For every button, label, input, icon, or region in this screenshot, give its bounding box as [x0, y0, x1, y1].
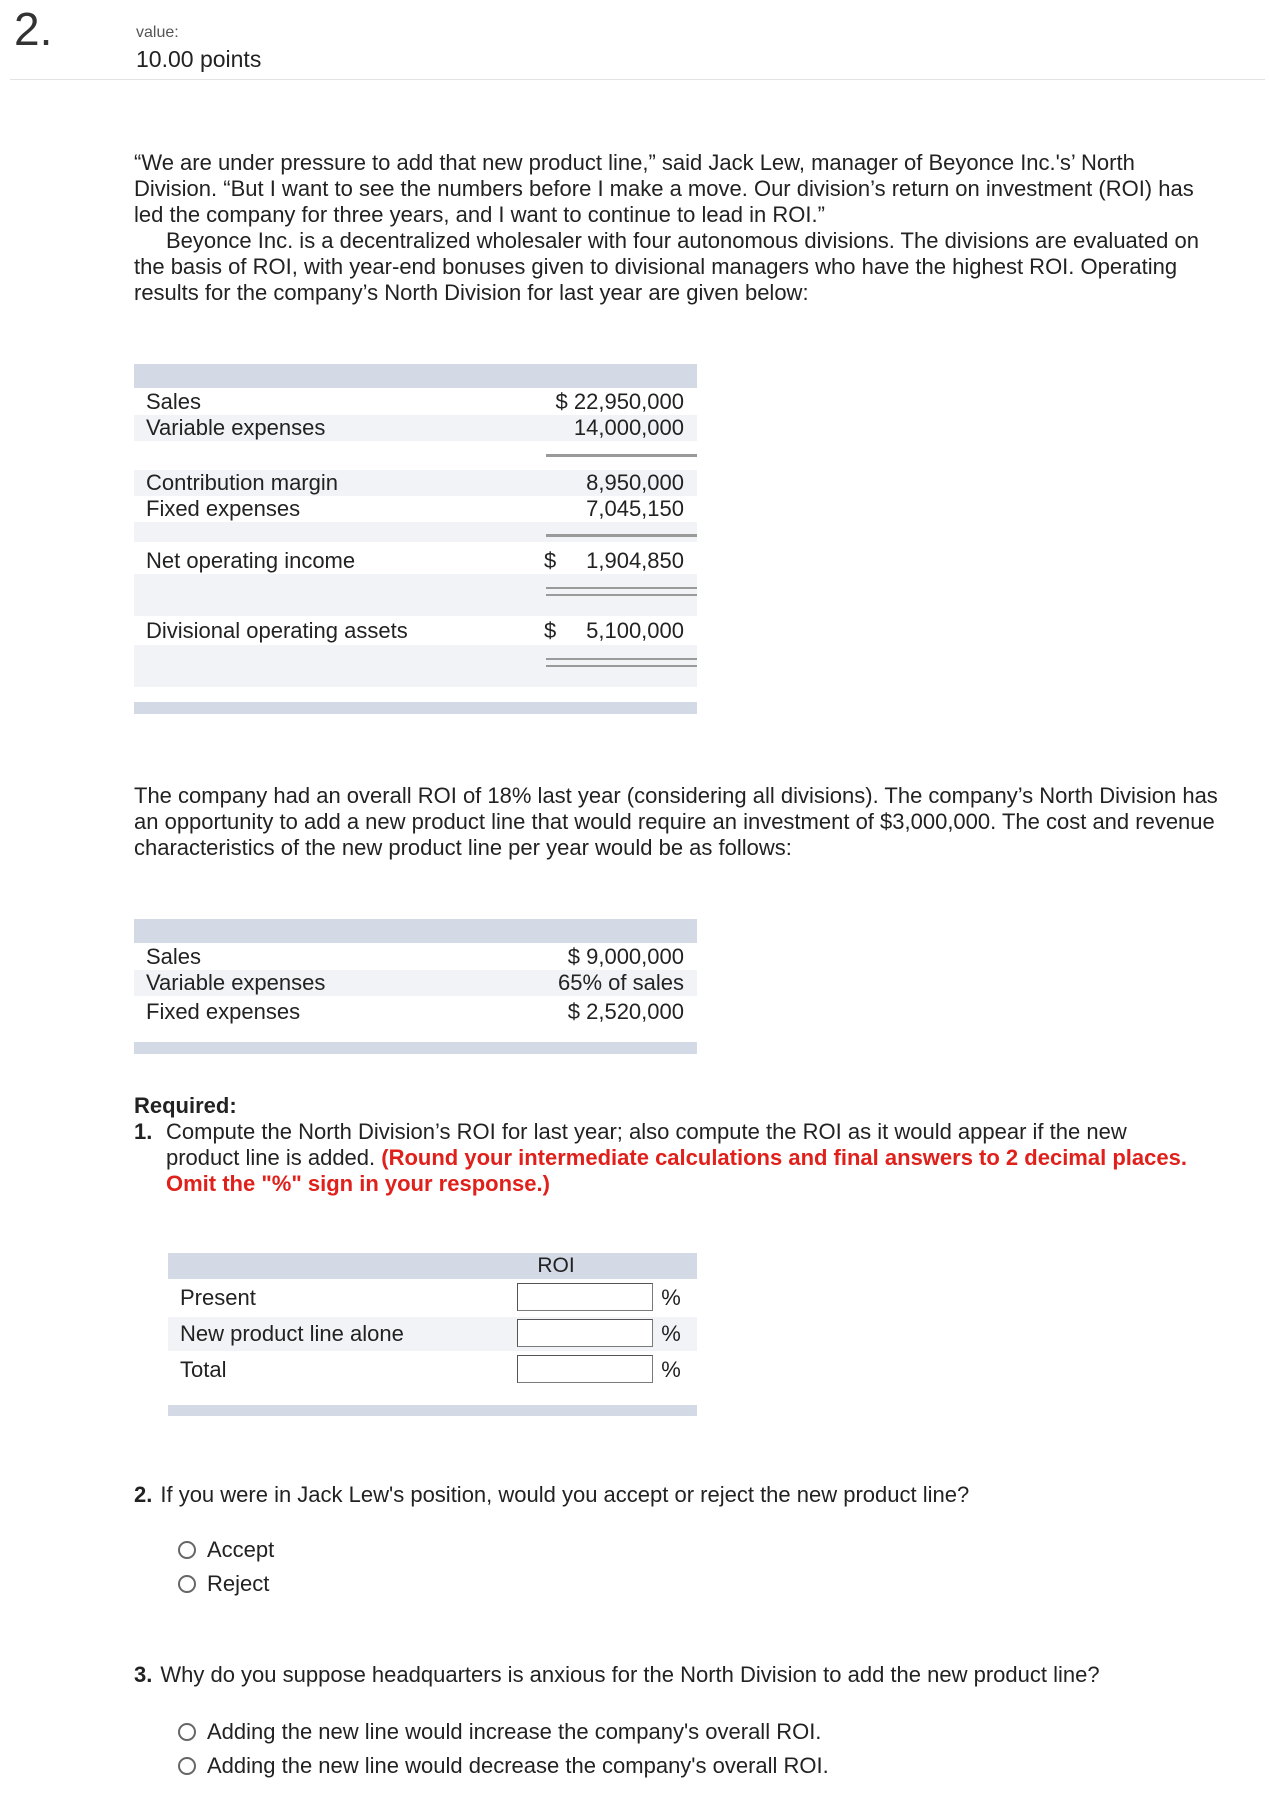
question-2-number: 2. [134, 1482, 153, 1507]
double-rule-bottom [546, 665, 697, 667]
middle-paragraph-text: The company had an overall ROI of 18% last year (considering all divisions). The company’s North Division has an opportunity to add a new product line that would require an investment of $3,000,000. The cost and revenue characteristics of the new product line per year would be as follows: [134, 783, 1218, 860]
value-label: value: [136, 24, 179, 41]
new-fixed-expenses-label: Fixed expenses [146, 999, 301, 1024]
new-sales-value: $ 9,000,000 [567, 944, 684, 969]
contribution-margin-row [134, 470, 697, 496]
reject-label[interactable]: Reject [207, 1571, 270, 1596]
roi-row-present [168, 1281, 697, 1315]
operating-assets-value: 5,100,000 [586, 618, 684, 643]
decrease-roi-radio[interactable] [178, 1757, 196, 1775]
subtotal-rule [546, 454, 697, 457]
accept-label[interactable]: Accept [207, 1537, 275, 1562]
new-product-line-table [134, 919, 697, 1055]
decrease-roi-option[interactable] [178, 1753, 829, 1779]
new-sales-row [134, 944, 697, 970]
double-rule-top [546, 587, 697, 589]
table-header-bar [134, 919, 697, 943]
fixed-expenses-value: 7,045,150 [586, 496, 684, 521]
accept-radio[interactable] [178, 1541, 196, 1559]
roi-column-header: ROI [537, 1254, 575, 1277]
roi-table-header [168, 1253, 697, 1279]
question-3 [134, 1662, 1100, 1688]
operating-assets-row [134, 618, 697, 644]
roi-table-footer [168, 1405, 697, 1416]
intro-paragraph-2: Beyonce Inc. is a decentralized wholesaler with four autonomous divisions. The divisions are evaluated on the basis of ROI, with year-end bonuses given to divisional managers who have the highest ROI. Operating results for the company’s North Division for last year are given below: [134, 228, 1199, 305]
item-1-number: 1. [134, 1119, 153, 1144]
double-rule-top [546, 658, 697, 660]
subtotal-rule [546, 534, 697, 537]
rounding-instructions: (Round your intermediate calculations and final answers to 2 decimal places. Omit the "%" sign in your response.) [166, 1145, 1187, 1196]
new-sales-label: Sales [146, 944, 202, 969]
contribution-margin-label: Contribution margin [146, 470, 338, 495]
question-number: 2. [14, 3, 53, 55]
decrease-roi-label[interactable]: Adding the new line would decrease the company's overall ROI. [207, 1753, 829, 1778]
present-roi-input[interactable] [517, 1283, 653, 1311]
total-roi-input[interactable] [517, 1355, 653, 1383]
variable-expenses-row [134, 415, 697, 441]
net-operating-income-row [134, 548, 697, 574]
variable-expenses-value: 14,000,000 [573, 415, 684, 440]
increase-roi-radio[interactable] [178, 1723, 196, 1741]
reject-radio[interactable] [178, 1575, 196, 1593]
percent-sign: % [661, 1357, 681, 1382]
net-operating-income-value: 1,904,850 [586, 548, 684, 573]
new-line-roi-input[interactable] [517, 1319, 653, 1347]
required-heading: Required: [134, 1093, 237, 1118]
item-1-text: Compute the North Division’s ROI for last year; also compute the ROI as it would appear if the new product line is added. [166, 1119, 1127, 1170]
contribution-margin-value: 8,950,000 [586, 470, 684, 495]
roi-row-total [168, 1353, 697, 1387]
spacer-row [134, 522, 697, 542]
dollar-sign: $ [544, 618, 557, 643]
fixed-expenses-label: Fixed expenses [146, 496, 301, 521]
reject-option[interactable] [178, 1571, 269, 1597]
roi-answer-table [168, 1253, 697, 1419]
total-label: Total [180, 1357, 227, 1382]
sales-row [134, 389, 697, 415]
net-operating-income-label: Net operating income [146, 548, 356, 573]
double-rule-bottom [546, 594, 697, 596]
accept-option[interactable] [178, 1537, 274, 1563]
points-value: 10.00 points [136, 46, 262, 72]
roi-row-new-line [168, 1317, 697, 1351]
required-section [134, 1093, 1194, 1197]
sales-label: Sales [146, 389, 202, 414]
new-variable-expenses-label: Variable expenses [146, 970, 326, 995]
present-label: Present [180, 1285, 256, 1310]
new-fixed-expenses-value: $ 2,520,000 [567, 999, 684, 1024]
intro-text [134, 150, 1224, 306]
question-2 [134, 1482, 969, 1508]
table-footer-bar [134, 1042, 697, 1054]
new-fixed-expenses-row [134, 999, 697, 1025]
fixed-expenses-row [134, 496, 697, 522]
new-variable-expenses-row [134, 970, 697, 996]
operating-assets-label: Divisional operating assets [146, 618, 408, 643]
table-footer-bar [134, 702, 697, 714]
percent-sign: % [661, 1285, 681, 1310]
header-divider [10, 79, 1265, 80]
new-variable-expenses-value: 65% of sales [558, 970, 684, 995]
variable-expenses-label: Variable expenses [146, 415, 326, 440]
question-3-text: Why do you suppose headquarters is anxious for the North Division to add the new product line? [160, 1662, 1100, 1687]
middle-paragraph [134, 783, 1224, 861]
new-product-line-label: New product line alone [180, 1321, 404, 1346]
question-3-number: 3. [134, 1662, 153, 1687]
intro-paragraph-1: “We are under pressure to add that new product line,” said Jack Lew, manager of Beyonce Inc.'s’ North Division. “But I want to see the numbers before I make a move. Our division’s return on investment (ROI) has led the company for three years, and I want to continue to lead in ROI.” [134, 150, 1194, 227]
increase-roi-label[interactable]: Adding the new line would increase the company's overall ROI. [207, 1719, 822, 1744]
sales-value: $ 22,950,000 [555, 389, 684, 414]
dollar-sign: $ [544, 548, 557, 573]
table-header-bar [134, 364, 697, 388]
increase-roi-option[interactable] [178, 1719, 821, 1745]
percent-sign: % [661, 1321, 681, 1346]
operating-results-table [134, 364, 697, 716]
question-2-text: If you were in Jack Lew's position, would you accept or reject the new product line? [160, 1482, 970, 1507]
